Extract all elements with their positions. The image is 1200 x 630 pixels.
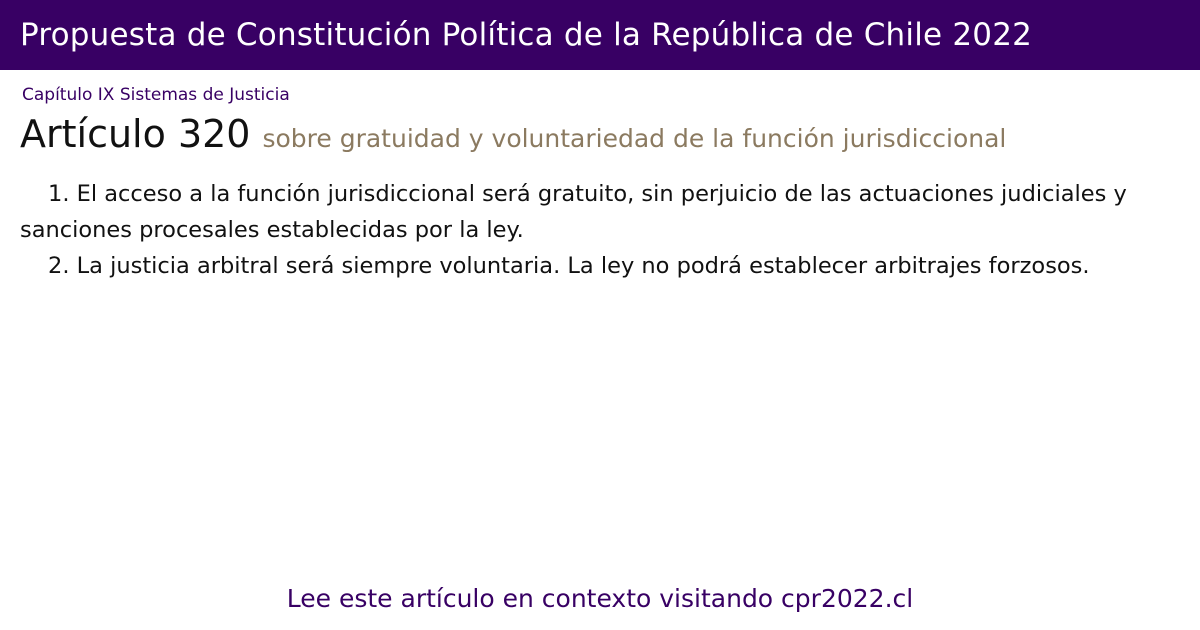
article-paragraph-1: 1. El acceso a la función jurisdiccional será gratuito, sin perjuicio de las actuaciones judiciales y sanciones procesales establecidas por la ley. bbox=[20, 181, 1127, 243]
article-paragraph-2: 2. La justicia arbitral será siempre voluntaria. La ley no podrá establecer arbitrajes forzosos. bbox=[48, 253, 1090, 279]
article-heading bbox=[20, 112, 1006, 156]
article-subtitle: sobre gratuidad y voluntariedad de la función jurisdiccional bbox=[262, 124, 1007, 153]
article-body bbox=[20, 176, 1170, 284]
chapter-label: Capítulo IX Sistemas de Justicia bbox=[22, 85, 290, 105]
header-bar bbox=[0, 0, 1200, 70]
article-number: Artículo 320 bbox=[20, 112, 251, 156]
context-link[interactable]: Lee este artículo en contexto visitando cpr2022.cl bbox=[286, 584, 914, 613]
page-title: Propuesta de Constitución Política de la República de Chile 2022 bbox=[20, 16, 1033, 53]
